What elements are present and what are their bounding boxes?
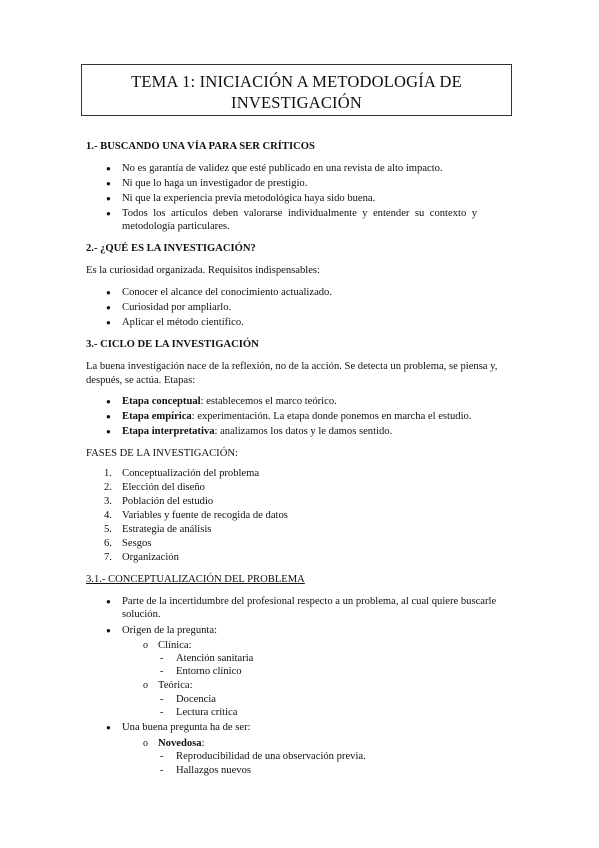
phase-number: 1.: [104, 468, 112, 479]
novedosa-colon: :: [201, 738, 205, 749]
bullet: ●: [106, 397, 111, 406]
sub-item: Clínica:: [158, 640, 192, 651]
dash-bullet: -: [160, 666, 164, 677]
stage-item: [122, 425, 392, 438]
stage-name: Etapa interpretativa: [122, 426, 215, 437]
bullet: ●: [106, 209, 111, 218]
novedosa-label: Novedosa: [158, 738, 202, 749]
dash-bullet: -: [160, 751, 164, 762]
sub-sub-item: Docencia: [176, 694, 216, 705]
circle-bullet: o: [143, 680, 148, 691]
bullet: ●: [106, 288, 111, 297]
section-3-heading: 3.- CICLO DE LA INVESTIGACIÓN: [86, 339, 259, 350]
sub-item: Teórica:: [158, 680, 193, 691]
stage-description: : establecemos el marco teórico.: [200, 396, 337, 407]
stage-name: Etapa empírica: [122, 411, 192, 422]
phase-item: Variables y fuente de recogida de datos: [122, 510, 288, 521]
phase-item: Organización: [122, 552, 179, 563]
section-2-intro: Es la curiosidad organizada. Requisitos indispensables:: [86, 265, 320, 276]
phase-number: 2.: [104, 482, 112, 493]
phase-item: Conceptualización del problema: [122, 468, 260, 479]
title-line-1: TEMA 1: INICIACIÓN A METODOLOGÍA DE: [131, 72, 462, 91]
stage-item: [122, 395, 337, 408]
section-3-intro-line-2: después, se actúa. Etapas:: [86, 375, 196, 386]
list-item: Curiosidad por ampliarlo.: [122, 302, 232, 313]
section-3-intro-line-1: La buena investigación nace de la reflexión, no de la acción. Se detecta un problema, se piensa y,: [86, 361, 498, 372]
sub-sub-item: Lectura crítica: [176, 707, 238, 718]
bullet: ●: [106, 318, 111, 327]
section-2-heading: 2.- ¿QUÉ ES LA INVESTIGACIÓN?: [86, 243, 256, 254]
list-item-continuation: solución.: [122, 609, 161, 620]
list-item: Una buena pregunta ha de ser:: [122, 722, 251, 733]
stage-name: Etapa conceptual: [122, 396, 201, 407]
sub-sub-item: Reproducibilidad de una observación previa.: [176, 751, 366, 762]
phase-item: Elección del diseño: [122, 482, 205, 493]
bullet: ●: [106, 179, 111, 188]
dash-bullet: -: [160, 707, 164, 718]
circle-bullet: o: [143, 640, 148, 651]
title-line-2: INVESTIGACIÓN: [231, 93, 362, 112]
sub-sub-item: Entorno clínico: [176, 666, 242, 677]
phase-number: 7.: [104, 552, 112, 563]
bullet: ●: [106, 164, 111, 173]
circle-bullet: o: [143, 738, 148, 749]
phase-item: Sesgos: [122, 538, 152, 549]
phase-number: 6.: [104, 538, 112, 549]
list-item: No es garantía de validez que esté publicado en una revista de alto impacto.: [122, 163, 443, 174]
list-item-continuation: metodología particulares.: [122, 221, 230, 232]
bullet: ●: [106, 303, 111, 312]
sub-item: [158, 737, 205, 750]
section-3-1-heading: 3.1.- CONCEPTUALIZACIÓN DEL PROBLEMA: [86, 574, 305, 585]
bullet: ●: [106, 597, 111, 606]
sub-sub-item: Atención sanitaria: [176, 653, 254, 664]
bullet: ●: [106, 412, 111, 421]
phase-number: 3.: [104, 496, 112, 507]
list-item: Parte de la incertidumbre del profesional respecto a un problema, al cual quiere buscarle: [122, 596, 497, 607]
sub-sub-item: Hallazgos nuevos: [176, 765, 252, 776]
list-item: Ni que la experiencia previa metodológica haya sido buena.: [122, 193, 376, 204]
phase-number: 4.: [104, 510, 112, 521]
phase-item: Población del estudio: [122, 496, 214, 507]
phases-heading: FASES DE LA INVESTIGACIÓN:: [86, 448, 238, 459]
list-item: Aplicar el método científico.: [122, 317, 244, 328]
phase-number: 5.: [104, 524, 112, 535]
stage-description: : experimentación. La etapa donde ponemos en marcha el estudio.: [191, 411, 472, 422]
phase-item: Estrategia de análisis: [122, 524, 212, 535]
list-item: Conocer el alcance del conocimiento actualizado.: [122, 287, 333, 298]
list-item: Origen de la pregunta:: [122, 625, 218, 636]
bullet: ●: [106, 626, 111, 635]
dash-bullet: -: [160, 653, 164, 664]
stage-description: : analizamos los datos y le damos sentido.: [214, 426, 393, 437]
section-1-heading: 1.- BUSCANDO UNA VÍA PARA SER CRÍTICOS: [86, 141, 315, 152]
dash-bullet: -: [160, 765, 164, 776]
stage-item: [122, 410, 471, 423]
dash-bullet: -: [160, 694, 164, 705]
title-box: [81, 64, 512, 116]
bullet: ●: [106, 427, 111, 436]
list-item: Todos los artículos deben valorarse individualmente y entender su contexto y: [122, 208, 477, 219]
bullet: ●: [106, 194, 111, 203]
list-item: Ni que lo haga un investigador de prestigio.: [122, 178, 308, 189]
bullet: ●: [106, 723, 111, 732]
